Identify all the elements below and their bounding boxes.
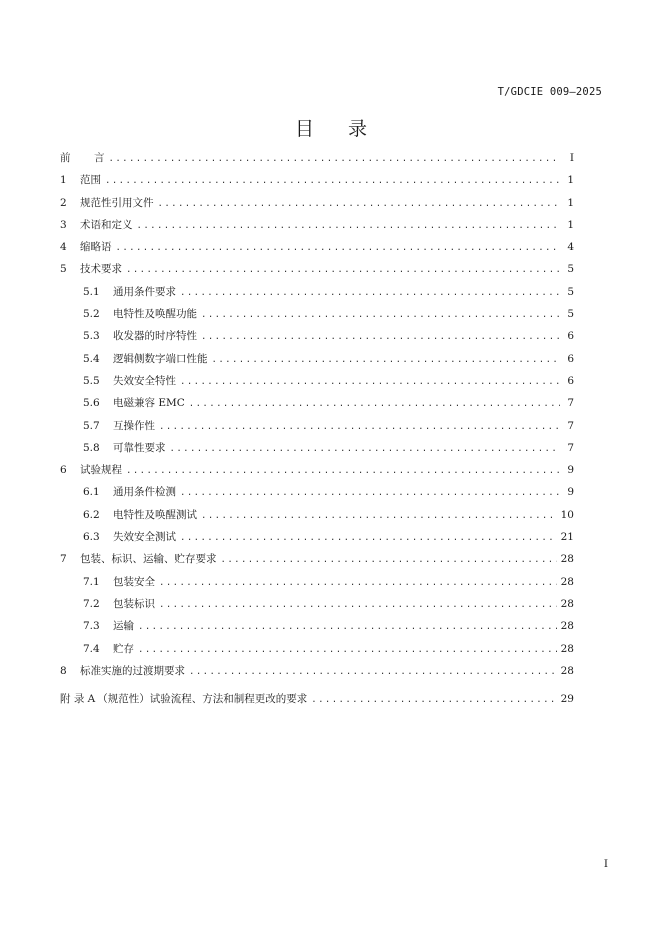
table-of-contents: [60, 147, 574, 710]
toc-entry-number: 5.7: [83, 419, 100, 432]
toc-entry-number: 5.6: [83, 397, 100, 410]
toc-entry[interactable]: [60, 615, 574, 637]
toc-leader-dots: [201, 326, 560, 348]
toc-entry[interactable]: [60, 214, 574, 236]
toc-entry-label: 失效安全特性: [113, 374, 176, 387]
toc-leader-dots: [201, 505, 557, 527]
toc-entry-label: 术语和定义: [80, 218, 133, 231]
toc-entry-number: 5.1: [83, 285, 100, 298]
toc-entry-number: 前: [60, 152, 71, 164]
toc-title: 目 录: [294, 118, 382, 140]
toc-entry-label: 范围: [80, 174, 101, 187]
toc-entry-label: 技术要求: [80, 263, 122, 276]
toc-entry-label: 包装、标识、运输、贮存要求: [80, 553, 217, 566]
toc-entry-page: I: [569, 152, 574, 164]
toc-leader-dots: [138, 616, 557, 638]
toc-entry-label: 试验规程: [80, 464, 122, 477]
toc-entry-page: 10: [560, 508, 574, 521]
toc-leader-dots: [311, 689, 556, 711]
toc-entry[interactable]: [60, 571, 574, 593]
toc-entry-number: 1: [60, 174, 67, 187]
toc-entry-page: 5: [567, 285, 574, 298]
toc-entry[interactable]: [60, 281, 574, 303]
toc-entry-label: 电特性及唤醒功能: [113, 308, 197, 321]
toc-entry[interactable]: [60, 392, 574, 414]
toc-leader-dots: [180, 282, 560, 304]
toc-entry-number: 5.8: [83, 441, 100, 454]
toc-entry[interactable]: [60, 638, 574, 660]
toc-entry-label: 缩略语: [80, 241, 112, 254]
toc-entry-label: 电特性及唤醒测试: [113, 508, 197, 521]
toc-entry-label: 贮存: [113, 642, 134, 655]
toc-entry-number: 5.3: [83, 330, 100, 343]
toc-leader-dots: [180, 527, 557, 549]
toc-entry-number: 6.1: [83, 486, 100, 499]
toc-entry[interactable]: [60, 459, 574, 481]
toc-leader-dots: [116, 237, 561, 259]
toc-entry-number: 3: [60, 218, 67, 231]
toc-entry-page: 28: [560, 664, 574, 677]
toc-entry-label: （规范性）试验流程、方法和制程更改的要求: [97, 693, 308, 706]
toc-entry-number: 7.4: [83, 642, 100, 655]
toc-leader-dots: [201, 304, 560, 326]
toc-entry-page: 29: [560, 693, 574, 706]
toc-entry-page: 6: [567, 330, 574, 343]
toc-entry-page: 5: [567, 263, 574, 276]
page-number: I: [603, 858, 608, 870]
toc-entry-number: 8: [60, 664, 67, 677]
toc-entry-number: 5: [60, 263, 67, 276]
toc-entry-page: 28: [560, 620, 574, 633]
toc-entry-label: 收发器的时序特性: [113, 330, 197, 343]
toc-entry-number: 5.4: [83, 352, 100, 365]
toc-entry-label: 逻辑侧数字端口性能: [113, 352, 208, 365]
toc-entry-page: 9: [567, 464, 574, 477]
toc-entry[interactable]: [60, 593, 574, 615]
toc-entry-page: 28: [560, 575, 574, 588]
toc-entry-label: 包装标识: [113, 597, 155, 610]
toc-entry-page: 9: [567, 486, 574, 499]
toc-leader-dots: [159, 572, 557, 594]
toc-entry-label: 电磁兼容 EMC: [113, 397, 185, 410]
toc-entry-label: 通用条件要求: [113, 285, 176, 298]
toc-entry-page: 7: [567, 419, 574, 432]
toc-entry-label: 包装安全: [113, 575, 155, 588]
toc-entry-number: 5.5: [83, 374, 100, 387]
toc-entry-number: 7.1: [83, 575, 100, 588]
toc-leader-dots: [126, 259, 560, 281]
toc-entry-number: 6.2: [83, 508, 100, 521]
toc-entry-page: 21: [560, 531, 574, 544]
toc-leader-dots: [180, 371, 560, 393]
toc-entry[interactable]: [60, 437, 574, 459]
toc-entry-number: 2: [60, 196, 67, 209]
toc-leader-dots: [180, 482, 560, 504]
toc-entry-number: 7.3: [83, 620, 100, 633]
toc-entry-label: 可靠性要求: [113, 441, 166, 454]
toc-entry-label: 标准实施的过渡期要求: [80, 664, 185, 677]
toc-entry[interactable]: [60, 526, 574, 548]
toc-entry[interactable]: [60, 660, 574, 682]
toc-entry-number: 6: [60, 464, 67, 477]
toc-entry[interactable]: [60, 236, 574, 258]
toc-entry[interactable]: [60, 415, 574, 437]
toc-leader-dots: [189, 661, 557, 683]
toc-entry[interactable]: [60, 481, 574, 503]
toc-leader-dots: [158, 193, 561, 215]
toc-entry[interactable]: [60, 258, 574, 280]
toc-entry-number: 7.2: [83, 597, 100, 610]
toc-entry[interactable]: [60, 504, 574, 526]
toc-entry-label: 运输: [113, 620, 134, 633]
toc-entry-page: 28: [560, 642, 574, 655]
toc-entry-page: 1: [567, 218, 574, 231]
toc-entry-page: 6: [567, 352, 574, 365]
toc-entry-label: 言: [94, 152, 105, 164]
toc-entry[interactable]: [60, 348, 574, 370]
toc-entry-number: 5.2: [83, 308, 100, 321]
toc-entry-page: 7: [567, 397, 574, 410]
toc-entry[interactable]: [60, 370, 574, 392]
toc-entry-page: 1: [567, 174, 574, 187]
toc-leader-dots: [170, 438, 561, 460]
toc-leader-dots: [137, 215, 561, 237]
toc-entry-page: 5: [567, 308, 574, 321]
toc-entry[interactable]: [60, 147, 574, 169]
toc-entry[interactable]: [60, 303, 574, 325]
toc-leader-dots: [126, 460, 560, 482]
toc-entry-page: 1: [567, 196, 574, 209]
document-code: T/GDCIE 009—2025: [497, 86, 602, 98]
toc-entry[interactable]: [60, 169, 574, 191]
toc-entry[interactable]: [60, 688, 574, 710]
toc-entry-label: 规范性引用文件: [80, 196, 154, 209]
toc-entry-page: 28: [560, 553, 574, 566]
toc-entry-label: 通用条件检测: [113, 486, 176, 499]
toc-entry-page: 28: [560, 597, 574, 610]
toc-leader-dots: [212, 349, 561, 371]
toc-entry-number: 4: [60, 241, 67, 254]
toc-entry-number: 7: [60, 553, 67, 566]
toc-leader-dots: [159, 594, 557, 616]
toc-leader-dots: [221, 549, 557, 571]
toc-entry[interactable]: [60, 325, 574, 347]
toc-entry-page: 6: [567, 374, 574, 387]
toc-entry-page: 7: [567, 441, 574, 454]
toc-entry[interactable]: [60, 192, 574, 214]
toc-entry-number: 6.3: [83, 531, 100, 544]
toc-leader-dots: [159, 416, 560, 438]
toc-entry-label: 失效安全测试: [113, 531, 176, 544]
toc-entry-page: 4: [567, 241, 574, 254]
toc-leader-dots: [189, 393, 560, 415]
toc-entry-label: 互操作性: [113, 419, 155, 432]
toc-leader-dots: [105, 170, 560, 192]
toc-entry[interactable]: [60, 548, 574, 570]
toc-leader-dots: [109, 148, 561, 170]
toc-entry-number: 附 录 A: [60, 693, 96, 706]
toc-leader-dots: [138, 639, 557, 661]
